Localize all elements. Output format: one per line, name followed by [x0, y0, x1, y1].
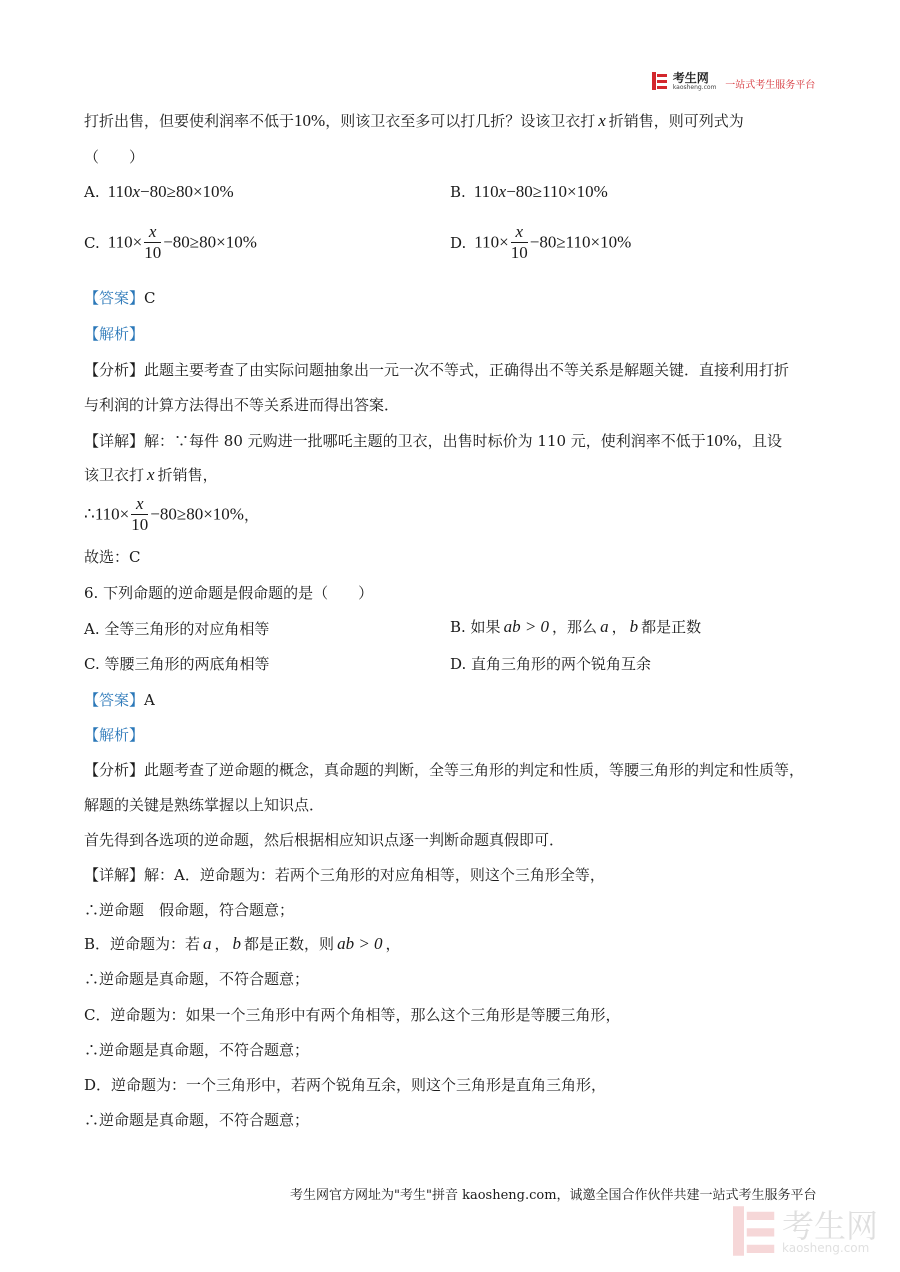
math: 110× [107, 232, 143, 252]
option-label: D. [450, 233, 467, 252]
math: −80≥110×10% [506, 182, 608, 201]
q5-answer [84, 287, 156, 308]
q6-xiangjie-c: C．逆命题为：如果一个三角形中有两个角相等，那么这个三角形是等腰三角形， [84, 1006, 621, 1024]
q5-fenxi-line2: 与利润的计算方法得出不等关系进而得出答案． [84, 396, 400, 414]
q6-xiangjie-d2: ∴逆命题是真命题，不符合题意； [84, 1111, 310, 1129]
q5-paren: （ ） [84, 148, 145, 166]
fraction-numerator: x [131, 494, 148, 515]
fraction-numerator: x [511, 222, 528, 243]
q5-xiangjie-formula [84, 494, 259, 535]
math: −80≥80×10% [163, 232, 257, 252]
stem-text: ，则该卫衣至多可以打几折？设该卫衣打 [325, 112, 596, 130]
option-label: B. [450, 183, 466, 201]
q6-xiangjie-b2: ∴逆命题是真命题，不符合题意； [84, 970, 310, 988]
q5-option-c [84, 222, 257, 263]
logo-sub: kaosheng.com [672, 84, 717, 91]
xiangjie-label: 【详解】 [84, 866, 145, 884]
math: 110 [473, 182, 499, 201]
q6-fenxi-line1 [84, 759, 804, 780]
q5-option-b [450, 182, 608, 202]
math-var: a [600, 617, 609, 636]
logo-text: 考生网 [672, 71, 709, 85]
q6-stem: 6. 下列命题的逆命题是假命题的是（ ） [84, 584, 374, 602]
fenxi-text: 此题考查了逆命题的概念，真命题的判断，全等三角形的判定和性质，等腰三角形的判定和性质等， [144, 761, 805, 779]
answer-value: A [144, 691, 155, 709]
q5-choose: 故选：C [84, 548, 141, 566]
q5-analysis-label: 【解析】 [84, 325, 145, 343]
q5-xiangjie-line2 [84, 464, 218, 485]
xiangjie-text: B．逆命题为：若 [84, 935, 201, 953]
q6-xiangjie-d: D．逆命题为：一个三角形中，若两个锐角互余，则这个三角形是直角三角形， [84, 1076, 607, 1094]
q6-fenxi-line2: 解题的关键是熟练掌握以上知识点． [84, 796, 325, 814]
xiangjie-text: 该卫衣打 [84, 466, 145, 484]
q6-option-a: A. 全等三角形的对应角相等 [84, 620, 270, 638]
math: −80≥80×10% [140, 182, 234, 201]
math: −80≥80×10% [150, 504, 244, 524]
q5-option-a [84, 182, 234, 202]
option-text: ， [611, 618, 627, 636]
fraction [144, 222, 161, 263]
fenxi-label: 【分析】 [84, 361, 145, 379]
answer-label: 【答案】 [84, 289, 145, 307]
math-var: x [498, 182, 507, 201]
q6-option-b [450, 616, 701, 637]
punct: ， [243, 506, 259, 524]
q5-fenxi-line1 [84, 359, 789, 380]
q6-xiangjie-a [84, 864, 605, 885]
watermark-sub: kaosheng.com [781, 1241, 870, 1255]
math: ab > 0 [503, 617, 550, 636]
fraction [511, 222, 528, 263]
fraction-denominator: 10 [510, 243, 528, 262]
fenxi-label: 【分析】 [84, 761, 145, 779]
xiangjie-text: ，且设 [736, 432, 782, 450]
math-var: x [147, 465, 155, 484]
page-footer: 考生网官方网址为"考生"拼音 kaosheng.com，诚邀全国合作伙伴共建一站式考生服务平台 [290, 1188, 817, 1203]
q6-xiangjie-a2: ∴逆命题 假命题，符合题意； [84, 901, 295, 919]
math: 110 [107, 182, 133, 201]
math: 110× [474, 232, 509, 252]
header-slogan: 一站式考生服务平台 [725, 79, 816, 91]
option-label: C. [84, 233, 100, 252]
xiangjie-text: 解：A．逆命题为：若两个三角形的对应角相等，则这个三角形全等， [144, 866, 605, 884]
math-var: b [629, 617, 639, 636]
watermark-logo-icon [733, 1206, 777, 1260]
math: ∴110× [84, 504, 130, 524]
stem-variable: x [598, 111, 606, 130]
math-var: a [203, 934, 212, 953]
stem-percent: 10% [294, 111, 326, 130]
q6-xiangjie-b [84, 933, 401, 954]
math-var: x [132, 182, 141, 201]
header-logo [652, 72, 815, 94]
fraction-numerator: x [144, 222, 161, 243]
answer-label: 【答案】 [84, 691, 145, 709]
q6-xiangjie-c2: ∴逆命题是真命题，不符合题意； [84, 1041, 310, 1059]
q5-xiangjie-line1 [84, 430, 782, 451]
math: −80≥110×10% [529, 232, 632, 252]
option-label: A. [84, 183, 100, 201]
option-text: B. 如果 [450, 618, 501, 636]
q6-fenxi-line3: 首先得到各选项的逆命题，然后根据相应知识点逐一判断命题真假即可． [84, 831, 565, 849]
q5-stem-line1 [84, 110, 744, 131]
xiangjie-text: 解：∵每件 80 元购进一批哪吒主题的卫衣，出售时标价为 110 元，使利润率不低于 [144, 432, 706, 450]
math: ab > 0 [337, 934, 383, 953]
fraction [131, 494, 148, 535]
stem-text: 折销售，则可列式为 [608, 112, 744, 130]
xiangjie-text: ， [214, 935, 230, 953]
q6-analysis-label: 【解析】 [84, 726, 145, 744]
stem-text: 打折出售，但要使利润率不低于 [84, 112, 295, 130]
q6-answer [84, 689, 155, 710]
fraction-denominator: 10 [144, 243, 162, 262]
fraction-denominator: 10 [131, 515, 149, 534]
option-text: ，那么 [552, 618, 598, 636]
xiangjie-text: 都是正数，则 [244, 935, 335, 953]
math-var: b [232, 934, 242, 953]
watermark-text: 考生网 [781, 1207, 878, 1245]
option-text: 都是正数 [641, 618, 702, 636]
watermark [733, 1206, 878, 1260]
fenxi-text: 此题主要考查了由实际问题抽象出一元一次不等式，正确得出不等关系是解题关键．直接利用打折 [144, 361, 790, 379]
xiangjie-label: 【详解】 [84, 432, 145, 450]
xiangjie-text: ， [385, 935, 401, 953]
answer-value: C [144, 289, 156, 307]
math: 10% [705, 431, 737, 450]
q6-option-d: D. 直角三角形的两个锐角互余 [450, 655, 652, 673]
xiangjie-text: 折销售， [157, 466, 218, 484]
kaosheng-logo-icon [652, 72, 668, 94]
q5-option-d [450, 222, 631, 263]
q6-option-c: C. 等腰三角形的两底角相等 [84, 655, 270, 673]
